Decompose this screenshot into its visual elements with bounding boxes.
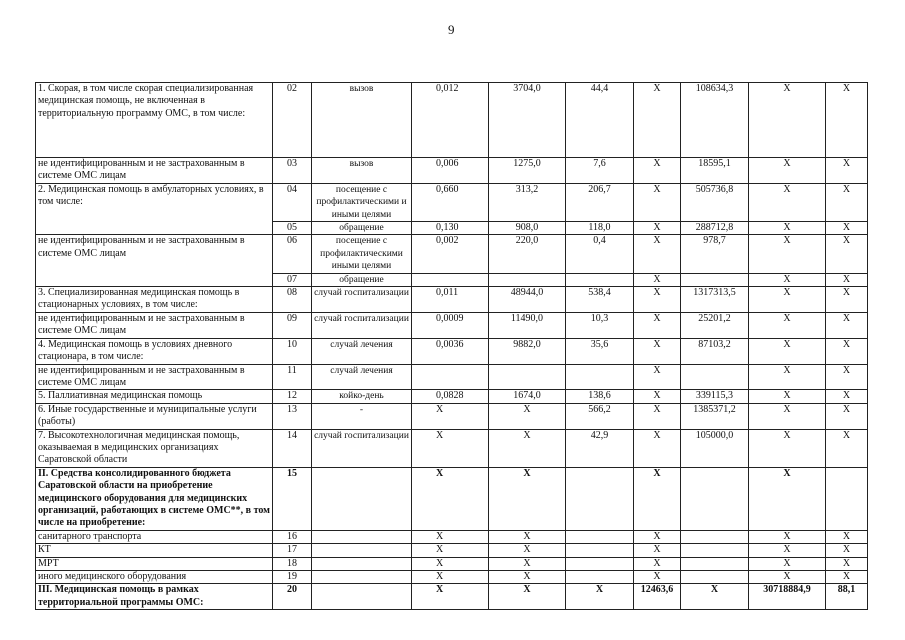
value-cell [412, 364, 489, 390]
value-cell: 220,0 [489, 235, 566, 273]
value-cell [681, 544, 749, 557]
row-label: 3. Специализированная медицинская помощь в стационарных условиях, в том числе: [36, 287, 273, 313]
table-row [36, 584, 868, 610]
row-label: 6. Иные государственные и муниципальные услуги (работы) [36, 403, 273, 429]
value-cell: X [412, 467, 489, 530]
row-label: не идентифицированным и не застрахованным в системе ОМС лицам [36, 312, 273, 338]
row-code: 09 [273, 312, 312, 338]
row-code: 02 [273, 83, 312, 158]
value-cell: X [634, 312, 681, 338]
value-cell: X [634, 530, 681, 543]
value-cell [566, 364, 634, 390]
table-row [36, 158, 868, 184]
row-code: 05 [273, 222, 312, 235]
value-cell: 12463,6 [634, 584, 681, 610]
value-cell [566, 571, 634, 584]
row-code: 07 [273, 273, 312, 286]
value-cell: X [634, 235, 681, 273]
table-row [36, 530, 868, 543]
row-code: 17 [273, 544, 312, 557]
value-cell: X [749, 544, 826, 557]
value-cell: 0,002 [412, 235, 489, 273]
value-cell [566, 557, 634, 570]
value-cell: X [826, 183, 868, 221]
row-label: не идентифицированным и не застрахованным в системе ОМС лицам [36, 235, 273, 287]
value-cell [681, 571, 749, 584]
unit-cell: случай госпитализации [312, 312, 412, 338]
value-cell: 0,0009 [412, 312, 489, 338]
unit-cell: посещение с профилактическими иными целями [312, 235, 412, 273]
value-cell: X [749, 557, 826, 570]
table-row [36, 403, 868, 429]
unit-cell [312, 467, 412, 530]
value-cell [566, 467, 634, 530]
value-cell: 118,0 [566, 222, 634, 235]
value-cell: X [749, 571, 826, 584]
value-cell: X [634, 83, 681, 158]
value-cell: 11490,0 [489, 312, 566, 338]
value-cell: X [749, 83, 826, 158]
value-cell: X [634, 403, 681, 429]
value-cell: 105000,0 [681, 429, 749, 467]
value-cell: X [749, 222, 826, 235]
row-label: 4. Медицинская помощь в условиях дневного стационара, в том числе: [36, 338, 273, 364]
value-cell: 313,2 [489, 183, 566, 221]
unit-cell [312, 557, 412, 570]
value-cell: X [826, 158, 868, 184]
row-code: 16 [273, 530, 312, 543]
table-row [36, 467, 868, 530]
value-cell: 0,0036 [412, 338, 489, 364]
value-cell: 88,1 [826, 584, 868, 610]
row-label: МРТ [36, 557, 273, 570]
value-cell: 18595,1 [681, 158, 749, 184]
value-cell: X [826, 390, 868, 403]
value-cell [826, 467, 868, 530]
table-row [36, 571, 868, 584]
unit-cell: случай госпитализации [312, 429, 412, 467]
row-label: 1. Скорая, в том числе скорая специализированная медицинская помощь, не включенная в территориальную программу ОМС, в том числе: [36, 83, 273, 158]
value-cell: 3704,0 [489, 83, 566, 158]
value-cell: X [634, 158, 681, 184]
row-label: 5. Паллиативная медицинская помощь [36, 390, 273, 403]
value-cell: 538,4 [566, 287, 634, 313]
value-cell: X [634, 222, 681, 235]
unit-cell: обращение [312, 222, 412, 235]
value-cell: X [489, 571, 566, 584]
value-cell: X [749, 364, 826, 390]
value-cell: X [826, 273, 868, 286]
value-cell: X [749, 235, 826, 273]
row-code: 14 [273, 429, 312, 467]
value-cell: X [412, 571, 489, 584]
value-cell: X [412, 403, 489, 429]
unit-cell: случай госпитализации [312, 287, 412, 313]
value-cell: X [826, 338, 868, 364]
value-cell: 138,6 [566, 390, 634, 403]
value-cell: 0,012 [412, 83, 489, 158]
value-cell: X [489, 530, 566, 543]
value-cell: 108634,3 [681, 83, 749, 158]
unit-cell: обращение [312, 273, 412, 286]
value-cell: X [749, 338, 826, 364]
unit-cell [312, 571, 412, 584]
value-cell: X [489, 429, 566, 467]
row-label: не идентифицированным и не застрахованным в системе ОМС лицам [36, 158, 273, 184]
value-cell: X [634, 287, 681, 313]
value-cell: 0,4 [566, 235, 634, 273]
value-cell: X [489, 544, 566, 557]
table-row [36, 183, 868, 221]
value-cell: 1385371,2 [681, 403, 749, 429]
value-cell: 505736,8 [681, 183, 749, 221]
value-cell: 48944,0 [489, 287, 566, 313]
row-label: не идентифицированным и не застрахованным в системе ОМС лицам [36, 364, 273, 390]
value-cell: X [489, 557, 566, 570]
value-cell: 7,6 [566, 158, 634, 184]
row-code: 11 [273, 364, 312, 390]
value-cell: X [749, 273, 826, 286]
value-cell: X [826, 287, 868, 313]
value-cell: 339115,3 [681, 390, 749, 403]
row-code: 08 [273, 287, 312, 313]
value-cell: 0,130 [412, 222, 489, 235]
row-code: 18 [273, 557, 312, 570]
value-cell: X [826, 235, 868, 273]
unit-cell: вызов [312, 83, 412, 158]
value-cell: X [749, 312, 826, 338]
value-cell: X [749, 390, 826, 403]
value-cell: 978,7 [681, 235, 749, 273]
row-label: III. Медицинская помощь в рамках территориальной программы ОМС: [36, 584, 273, 610]
table-row [36, 312, 868, 338]
row-code: 12 [273, 390, 312, 403]
value-cell: X [634, 390, 681, 403]
table-row [36, 287, 868, 313]
value-cell: 0,660 [412, 183, 489, 221]
value-cell: X [412, 530, 489, 543]
value-cell: X [826, 544, 868, 557]
value-cell: 566,2 [566, 403, 634, 429]
value-cell: 0,006 [412, 158, 489, 184]
unit-cell [312, 584, 412, 610]
value-cell: X [826, 530, 868, 543]
row-label: санитарного транспорта [36, 530, 273, 543]
value-cell: 25201,2 [681, 312, 749, 338]
table-row [36, 338, 868, 364]
value-cell: X [412, 557, 489, 570]
unit-cell: посещение с профилактическими и иными целями [312, 183, 412, 221]
value-cell: 35,6 [566, 338, 634, 364]
value-cell: X [749, 158, 826, 184]
value-cell: 288712,8 [681, 222, 749, 235]
row-code: 20 [273, 584, 312, 610]
value-cell [412, 273, 489, 286]
page-number: 9 [448, 22, 455, 37]
row-label: 2. Медицинская помощь в амбулаторных условиях, в том числе: [36, 183, 273, 235]
unit-cell: случай лечения [312, 364, 412, 390]
value-cell [489, 273, 566, 286]
unit-cell [312, 544, 412, 557]
value-cell: X [634, 429, 681, 467]
value-cell: 1674,0 [489, 390, 566, 403]
value-cell: 87103,2 [681, 338, 749, 364]
table-row [36, 557, 868, 570]
value-cell: X [634, 571, 681, 584]
value-cell: X [634, 364, 681, 390]
value-cell: X [489, 403, 566, 429]
value-cell [681, 273, 749, 286]
value-cell: X [566, 584, 634, 610]
table-row [36, 429, 868, 467]
value-cell [489, 364, 566, 390]
value-cell: 44,4 [566, 83, 634, 158]
value-cell: X [749, 287, 826, 313]
value-cell: 0,011 [412, 287, 489, 313]
value-cell: X [634, 557, 681, 570]
value-cell [681, 467, 749, 530]
row-code: 13 [273, 403, 312, 429]
financing-table [35, 82, 868, 610]
value-cell [566, 273, 634, 286]
row-label: 7. Высокотехнологичная медицинская помощь, оказываемая в медицинских организациях Саратовской области [36, 429, 273, 467]
row-label: иного медицинского оборудования [36, 571, 273, 584]
value-cell: X [634, 338, 681, 364]
value-cell [681, 557, 749, 570]
row-code: 06 [273, 235, 312, 273]
value-cell: 9882,0 [489, 338, 566, 364]
unit-cell [312, 530, 412, 543]
value-cell: X [826, 222, 868, 235]
value-cell: X [826, 403, 868, 429]
row-label: КТ [36, 544, 273, 557]
table-row [36, 235, 868, 273]
value-cell: X [634, 467, 681, 530]
value-cell: X [749, 467, 826, 530]
table-row [36, 364, 868, 390]
value-cell: 0,0828 [412, 390, 489, 403]
value-cell: X [749, 403, 826, 429]
row-code: 15 [273, 467, 312, 530]
value-cell: X [749, 530, 826, 543]
value-cell: X [489, 467, 566, 530]
value-cell: 908,0 [489, 222, 566, 235]
value-cell: X [749, 183, 826, 221]
value-cell: X [412, 429, 489, 467]
unit-cell: вызов [312, 158, 412, 184]
unit-cell: случай лечения [312, 338, 412, 364]
value-cell: 10,3 [566, 312, 634, 338]
table-row [36, 390, 868, 403]
value-cell: X [826, 557, 868, 570]
value-cell: X [412, 584, 489, 610]
value-cell: X [681, 584, 749, 610]
value-cell: X [412, 544, 489, 557]
row-label: II. Средства консолидированного бюджета Саратовской области на приобретение медицинского оборудования для медицинских организаций, работающих в системе ОМС**, в том числе на приобретение: [36, 467, 273, 530]
value-cell [566, 530, 634, 543]
value-cell: X [826, 83, 868, 158]
value-cell: X [826, 571, 868, 584]
value-cell: X [489, 584, 566, 610]
value-cell: 206,7 [566, 183, 634, 221]
unit-cell: койко-день [312, 390, 412, 403]
value-cell: X [634, 183, 681, 221]
unit-cell: - [312, 403, 412, 429]
row-code: 04 [273, 183, 312, 221]
value-cell: X [826, 429, 868, 467]
value-cell [681, 364, 749, 390]
value-cell: 1275,0 [489, 158, 566, 184]
table-row [36, 83, 868, 158]
value-cell: 42,9 [566, 429, 634, 467]
value-cell: 1317313,5 [681, 287, 749, 313]
value-cell: X [634, 273, 681, 286]
value-cell: X [634, 544, 681, 557]
value-cell [566, 544, 634, 557]
value-cell: 30718884,9 [749, 584, 826, 610]
row-code: 10 [273, 338, 312, 364]
value-cell: X [826, 364, 868, 390]
table-row [36, 544, 868, 557]
value-cell: X [749, 429, 826, 467]
value-cell: X [826, 312, 868, 338]
row-code: 03 [273, 158, 312, 184]
row-code: 19 [273, 571, 312, 584]
value-cell [681, 530, 749, 543]
